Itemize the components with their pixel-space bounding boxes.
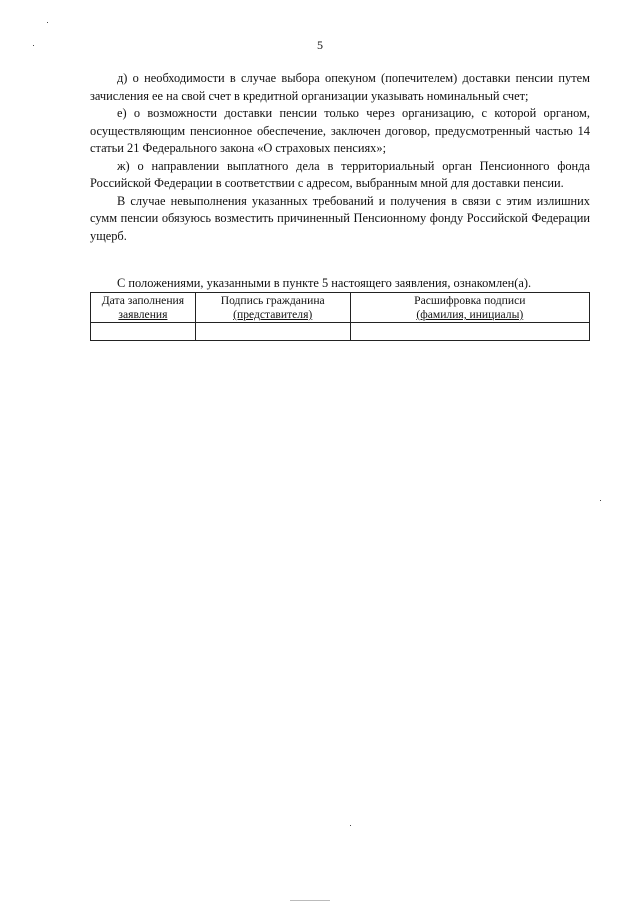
cell-decryption[interactable] xyxy=(350,323,589,341)
paragraph-d: д) о необходимости в случае выбора опекуном (попечителем) доставки пенсии путем зачисления ее на свой счет в кредитной организации указывать номинальный счет; xyxy=(90,71,590,103)
scan-speck xyxy=(600,500,601,501)
paragraph-zh: ж) о направлении выплатного дела в территориальный орган Пенсионного фонда Российской Федерации в соответствии с адресом, выбранным мной для доставки пенсии. xyxy=(90,158,590,190)
scan-speck xyxy=(47,22,48,23)
header-signature-line2: (представителя) xyxy=(233,308,313,321)
header-decryption-line2: (фамилия, инициалы) xyxy=(416,308,524,321)
cell-signature[interactable] xyxy=(195,323,350,341)
header-date-line1: Дата заполнения xyxy=(101,294,185,307)
acknowledgement-text: С положениями, указанными в пункте 5 настоящего заявления, ознакомлен(а). xyxy=(117,276,532,290)
header-date-line2: заявления xyxy=(118,308,168,321)
scan-speck xyxy=(350,825,351,826)
header-signature xyxy=(195,293,350,323)
scan-speck xyxy=(33,45,34,46)
signature-table xyxy=(90,292,590,341)
header-signature-line1: Подпись гражданина xyxy=(220,294,325,307)
signature-table-header xyxy=(91,293,590,323)
header-decryption xyxy=(350,293,589,323)
page-number: 5 xyxy=(317,38,323,52)
header-date xyxy=(91,293,196,323)
header-decryption-line1: Расшифровка подписи xyxy=(414,294,526,307)
cell-date[interactable] xyxy=(91,323,196,341)
paragraph-e: е) о возможности доставки пенсии только через организацию, с которой органом, осуществляющим пенсионное обеспечение, заключен договор, предусмотренный частью 14 статьи 21 Федерального закона «О страховых пенсиях»; xyxy=(90,106,590,155)
scan-speck xyxy=(290,900,330,901)
document-body xyxy=(90,70,590,245)
signature-table-row xyxy=(91,323,590,341)
paragraph-liability: В случае невыполнения указанных требований и получения в связи с этим излишних сумм пенсии обязуюсь возместить причиненный Пенсионному фонду Российской Федерации ущерб. xyxy=(90,193,590,243)
